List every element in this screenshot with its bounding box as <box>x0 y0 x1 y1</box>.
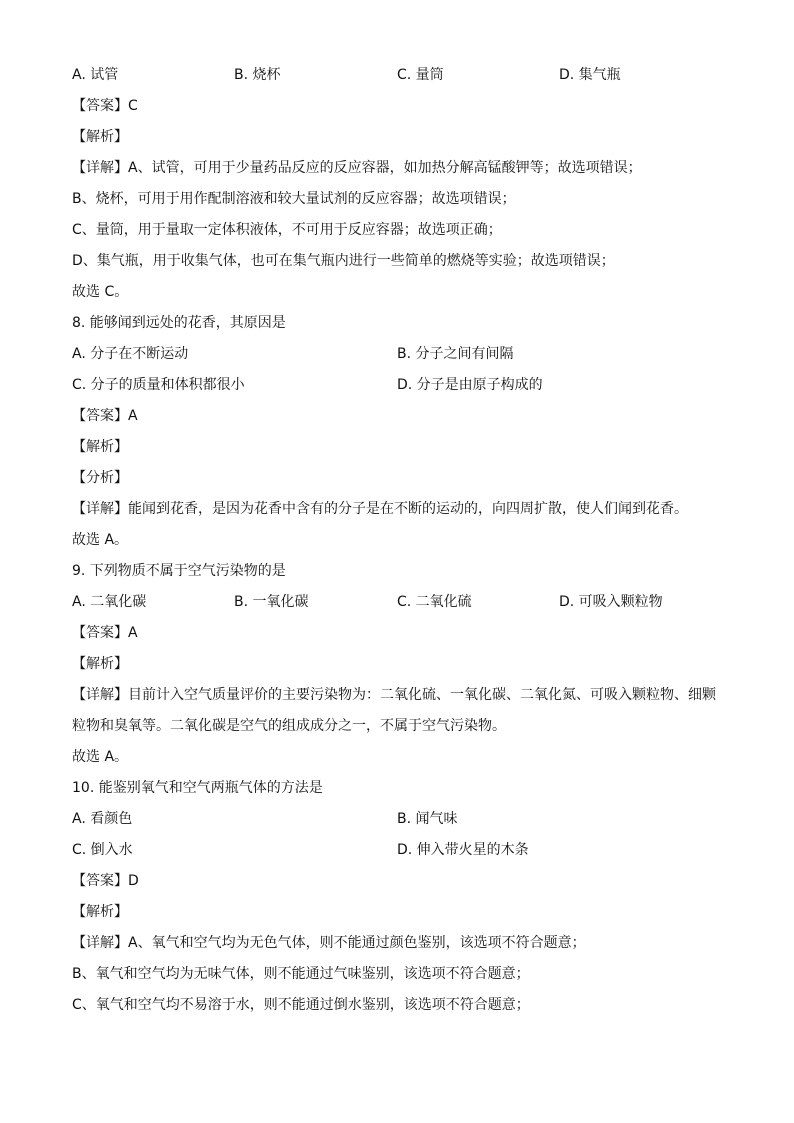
q8-detail-line: 【详解】能闻到花香，是因为花香中含有的分子是在不断的运动的，向四周扩散，使人们闻到花香。 <box>72 501 688 517</box>
q10-answer: 【答案】D <box>72 873 139 889</box>
q9-analysis-heading: 【解析】 <box>72 656 128 672</box>
q10-detail-line: 【详解】A、氧气和空气均为无色气体，则不能通过颜色鉴别，该选项不符合题意； <box>72 935 586 951</box>
document-page <box>72 60 722 1021</box>
q7-detail-line: C、量筒，用于量取一定体积液体，不可用于反应容器；故选项正确； <box>72 222 502 238</box>
q8-answer: 【答案】A <box>72 408 138 424</box>
q7-detail-line: B、烧杯，可用于用作配制溶液和较大量试剂的反应容器；故选项错误； <box>72 191 516 207</box>
option-a: A. 分子在不断运动 <box>72 346 189 362</box>
q8-analysis-heading: 【解析】 <box>72 439 128 455</box>
q8-fenxi-heading: 【分析】 <box>72 470 128 486</box>
option-d: D. 可吸入颗粒物 <box>559 594 663 610</box>
option-a: A. 看颜色 <box>72 811 133 827</box>
option-c: C. 二氧化硫 <box>397 594 472 610</box>
option-b: B. 烧杯 <box>234 67 281 83</box>
q7-detail-line: 【详解】A、试管，可用于少量药品反应的反应容器，如加热分解高锰酸钾等；故选项错误； <box>72 160 642 176</box>
q8-conclusion: 故选 A。 <box>72 532 129 548</box>
q9-detail-line: 粒物和臭氧等。二氧化碳是空气的组成成分之一，不属于空气污染物。 <box>72 718 506 734</box>
q7-analysis-heading: 【解析】 <box>72 129 128 145</box>
q10-detail-line: C、氧气和空气均不易溶于水，则不能通过倒水鉴别，该选项不符合题意； <box>72 997 530 1013</box>
q7-answer: 【答案】C <box>72 98 138 114</box>
option-a: A. 试管 <box>72 67 119 83</box>
q9-detail-line: 【详解】目前计入空气质量评价的主要污染物为：二氧化硫、一氧化碳、二氧化氮、可吸入颗粒物、细颗 <box>72 687 716 703</box>
q9-answer: 【答案】A <box>72 625 138 641</box>
option-b: B. 分子之间有间隔 <box>397 346 514 362</box>
q10-analysis-heading: 【解析】 <box>72 904 128 920</box>
option-d: D. 伸入带火星的木条 <box>397 842 529 858</box>
q7-options <box>72 60 722 91</box>
option-c: C. 分子的质量和体积都很小 <box>72 377 245 393</box>
q9-conclusion: 故选 A。 <box>72 749 129 765</box>
q10-options-row1 <box>72 804 722 835</box>
option-d: D. 分子是由原子构成的 <box>397 377 543 393</box>
option-c: C. 倒入水 <box>72 842 133 858</box>
q10-options-row2 <box>72 835 722 866</box>
option-d: D. 集气瓶 <box>559 67 621 83</box>
q7-detail-line: D、集气瓶，用于收集气体，也可在集气瓶内进行一些简单的燃烧等实验；故选项错误； <box>72 253 615 269</box>
option-b: B. 一氧化碳 <box>234 594 309 610</box>
q8-options-row1 <box>72 339 722 370</box>
q10-detail-line: B、氧气和空气均为无味气体，则不能通过气味鉴别，该选项不符合题意； <box>72 966 530 982</box>
option-b: B. 闻气味 <box>397 811 458 827</box>
q8-stem: 8. 能够闻到远处的花香，其原因是 <box>72 315 286 331</box>
option-c: C. 量筒 <box>397 67 444 83</box>
q8-options-row2 <box>72 370 722 401</box>
q9-stem: 9. 下列物质不属于空气污染物的是 <box>72 563 286 579</box>
q7-conclusion: 故选 C。 <box>72 284 129 300</box>
q9-options <box>72 587 722 618</box>
q10-stem: 10. 能鉴别氧气和空气两瓶气体的方法是 <box>72 780 323 796</box>
option-a: A. 二氧化碳 <box>72 594 147 610</box>
